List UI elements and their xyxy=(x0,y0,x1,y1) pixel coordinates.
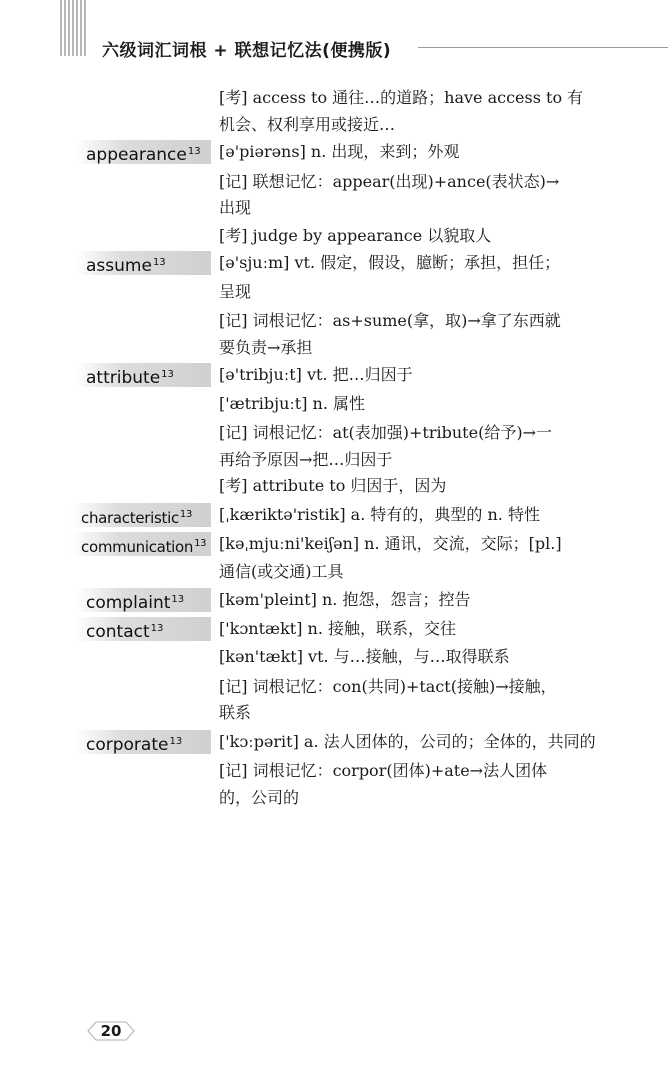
entry-line: 通信(或交通)工具 xyxy=(219,562,344,581)
entry-line: 机会、权利享用或接近… xyxy=(219,115,396,134)
entry-line: [考] access to 通往…的道路；have access to 有 xyxy=(219,88,584,107)
entry-line: [记] 词根记忆：at(表加强)+tribute(给予)→一 xyxy=(219,423,552,442)
page-number-text: 20 xyxy=(100,1022,122,1040)
entry-line: 联系 xyxy=(219,703,252,722)
entry-line: 呈现 xyxy=(219,282,252,301)
headword-characteristic: characteristic$^{13}$ xyxy=(71,503,211,527)
entry-line: 要负责→承担 xyxy=(219,338,313,357)
entry-line: ['kɔntækt] n. 接触，联系，交往 xyxy=(219,619,457,638)
header-rule xyxy=(418,47,668,48)
entry-line: [记] 词根记忆：con(共同)+tact(接触)→接触， xyxy=(219,677,557,696)
entry-line: [记] 联想记忆：appear(出现)+ance(表状态)→ xyxy=(219,172,560,191)
headword-corporate: corporate$^{13}$ xyxy=(76,730,211,754)
entry-line: ['kɔːpərit] a. 法人团体的，公司的；全体的，共同的 xyxy=(219,732,596,751)
entry-line: [ˌkæriktə'ristik] a. 特有的，典型的 n. 特性 xyxy=(219,505,540,524)
entry-line: [记] 词根记忆：as+sume(拿，取)→拿了东西就 xyxy=(219,311,561,330)
entry-line: [考] judge by appearance 以貌取人 xyxy=(219,226,492,245)
headword-assume: assume$^{13}$ xyxy=(76,251,211,275)
entry-line: [考] attribute to 归因于，因为 xyxy=(219,476,447,495)
headword-attribute: attribute$^{13}$ xyxy=(76,363,211,387)
entry-line: 的，公司的 xyxy=(219,788,300,807)
entry-line: 再给予原因→把…归因于 xyxy=(219,450,393,469)
headword-contact: contact$^{13}$ xyxy=(76,617,211,641)
entry-line: [kəˌmjuːni'keiʃən] n. 通讯，交流，交际；[pl.] xyxy=(219,534,562,553)
header-decoration xyxy=(60,0,88,56)
page-number xyxy=(86,1020,136,1042)
entry-line: [kən'tækt] vt. 与…接触，与…取得联系 xyxy=(219,647,510,666)
entry-line: ['ætribjuːt] n. 属性 xyxy=(219,394,366,413)
headword-communication: communication$^{13}$ xyxy=(71,532,211,556)
headword-complaint: complaint$^{13}$ xyxy=(76,588,211,612)
entry-line: [ə'tribjuːt] vt. 把…归因于 xyxy=(219,365,413,384)
entry-line: 出现 xyxy=(219,198,252,217)
book-title: 六级词汇词根 + 联想记忆法(便携版) xyxy=(102,41,392,61)
running-header xyxy=(0,0,671,64)
entry-line: [记] 词根记忆：corpor(团体)+ate→法人团体 xyxy=(219,761,548,780)
entry-line: [ə'sjuːm] vt. 假定，假设，臆断；承担，担任； xyxy=(219,253,561,272)
headword-appearance: appearance$^{13}$ xyxy=(76,140,211,164)
entry-line: [ə'piərəns] n. 出现，来到；外观 xyxy=(219,142,460,161)
entry-line: [kəm'pleint] n. 抱怨，怨言；控告 xyxy=(219,590,471,609)
